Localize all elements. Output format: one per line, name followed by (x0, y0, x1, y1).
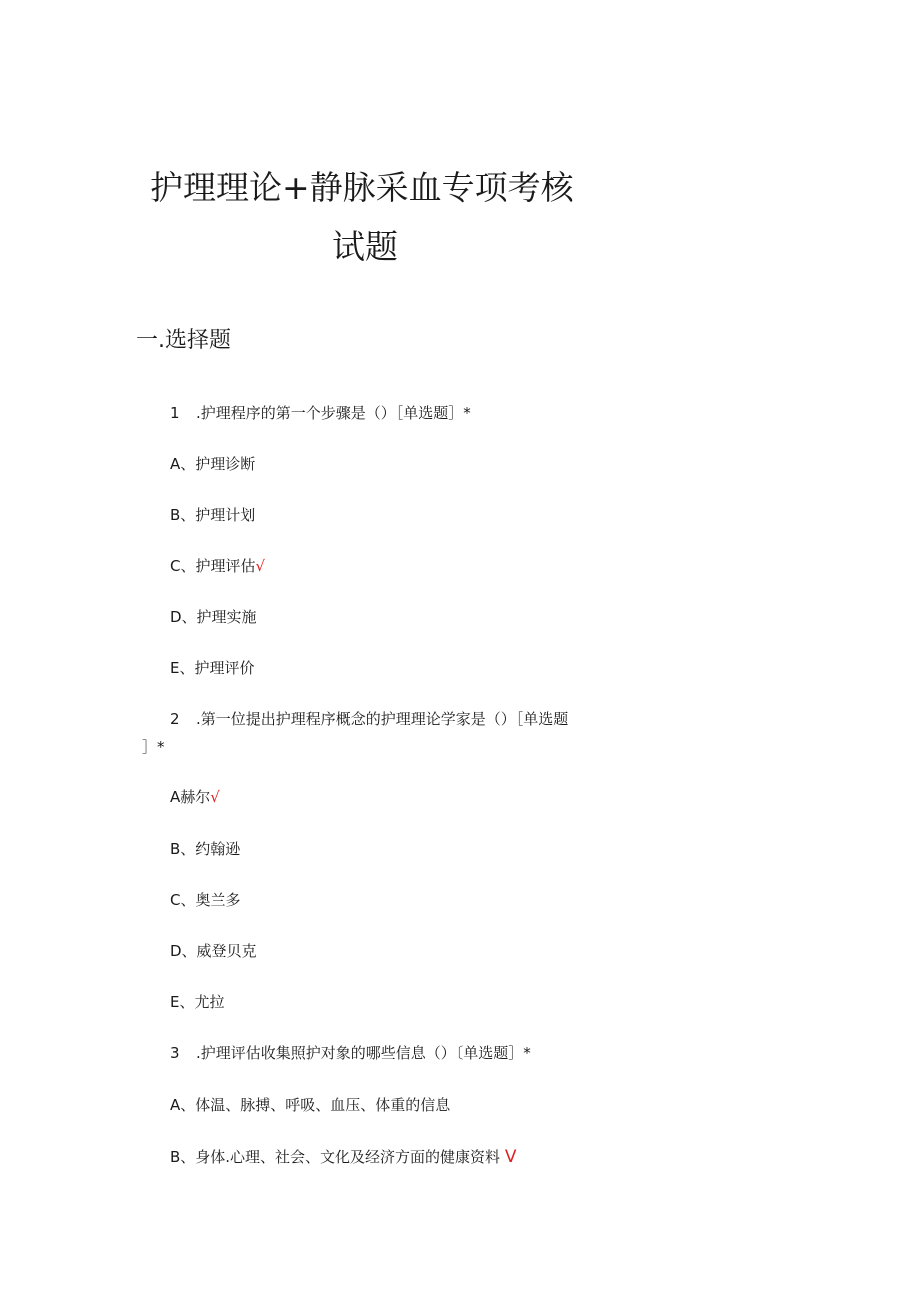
question-1-option-d: D、护理实施 (170, 608, 257, 626)
question-3 (170, 1043, 531, 1063)
question-2-text: .第一位提出护理程序概念的护理理论学家是（）［单选题 (196, 710, 569, 728)
document-title-line-2: 试题 (332, 227, 398, 266)
question-1-text: .护理程序的第一个步骤是（）［单选题］* (196, 404, 471, 422)
question-1-option-c (170, 556, 265, 576)
question-1-option-c-text: C、护理评估 (170, 557, 256, 575)
document-title-line-1: 护理理论+静脉采血专项考核 (150, 168, 574, 207)
question-2-option-a-text: A赫尔 (170, 788, 211, 806)
question-3-text: .护理评估收集照护对象的哪些信息（）〔单选题］* (196, 1044, 531, 1062)
question-3-option-b (170, 1147, 516, 1167)
question-1-number: 1 (170, 404, 180, 422)
question-3-number: 3 (170, 1044, 180, 1062)
question-2-number: 2 (170, 710, 180, 728)
question-2-option-b: B、约翰逊 (170, 840, 241, 858)
section-heading: 一.选择题 (136, 328, 231, 353)
question-1-option-b: B、护理计划 (170, 506, 256, 524)
question-2-option-a (170, 787, 220, 807)
question-1-option-e: E、护理评价 (170, 659, 255, 677)
question-2 (170, 709, 568, 729)
question-2-option-d: D、威登贝克 (170, 942, 257, 960)
question-2-option-e: E、尤拉 (170, 993, 225, 1011)
question-2-option-c: C、奥兰多 (170, 891, 241, 909)
correct-check-icon: √ (210, 788, 220, 806)
question-3-option-a: A、体温、脉搏、呼吸、血压、体重的信息 (170, 1096, 451, 1114)
question-3-option-b-text: B、身体.心理、社会、文化及经济方面的健康资料 (170, 1148, 501, 1166)
question-1 (170, 403, 471, 423)
correct-check-icon: √ (255, 557, 266, 575)
correct-check-icon: V (504, 1147, 517, 1167)
question-1-option-a: A、护理诊断 (170, 455, 256, 473)
question-2-text-continued: ］* (142, 738, 165, 756)
